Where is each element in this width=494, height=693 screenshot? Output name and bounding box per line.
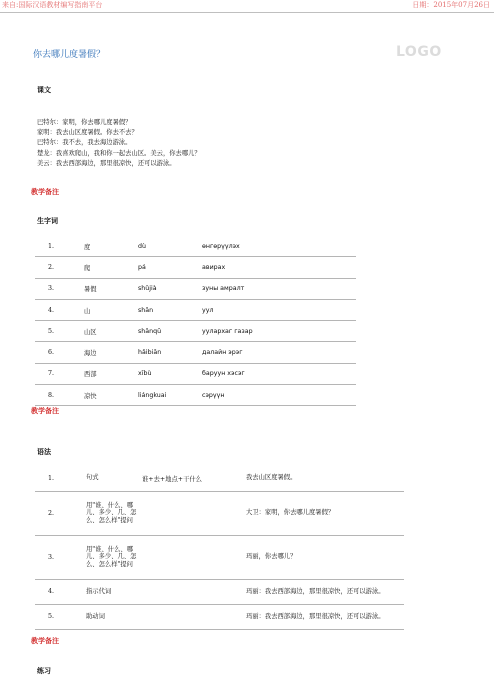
grammar-point: 用"谁、什么、哪儿、多少、几、怎么、怎么样"提问 [86, 535, 142, 579]
vocab-word: 暑假 [84, 278, 138, 299]
vocab-word: 山 [84, 299, 138, 320]
grammar-point: 助动词 [86, 604, 142, 629]
vocab-number: 7. [35, 363, 84, 384]
dialogue-line: 巴特尔：家明，你去哪儿度暑假？ [37, 119, 132, 126]
grammar-table [35, 466, 404, 630]
dialogue-line: 楚龙：我喜欢爬山，我和你一起去山区。美云，你去哪儿？ [37, 149, 201, 157]
lesson-title: 你去哪儿度暑假？ [33, 50, 106, 60]
vocab-word: 海边 [84, 342, 138, 363]
teaching-note: 教学备注 [31, 406, 59, 415]
table-row [35, 466, 404, 491]
vocab-word: 凉快 [84, 385, 138, 406]
vocab-number: 4. [35, 299, 84, 320]
table-row [35, 363, 356, 384]
vocab-number: 5. [35, 321, 84, 342]
vocab-meaning: уулархаг газар [202, 321, 356, 342]
vocab-word: 度 [84, 236, 138, 257]
table-row [35, 257, 356, 278]
grammar-example: 我去山区度暑假。 [246, 466, 404, 491]
grammar-pattern [142, 535, 246, 579]
dialogue [37, 118, 201, 169]
grammar-pattern [142, 604, 246, 629]
grammar-number: 4. [35, 579, 86, 604]
vocab-pinyin: shǔjià [138, 278, 202, 299]
grammar-number: 5. [35, 604, 86, 629]
grammar-example: 玛丽，你去哪儿？ [246, 535, 404, 579]
grammar-number: 2. [35, 491, 86, 535]
teaching-note: 教学备注 [31, 636, 59, 645]
date-label: 日期：2015年07月26日 [412, 1, 490, 9]
vocab-pinyin: liángkuai [138, 385, 202, 406]
table-row [35, 579, 404, 604]
vocab-number: 6. [35, 342, 84, 363]
table-row [35, 278, 356, 299]
vocab-number: 8. [35, 385, 84, 406]
source-label: 来自:国际汉语教材编写指南平台 [2, 1, 103, 9]
vocab-pinyin: shān [138, 299, 202, 320]
table-row [35, 321, 356, 342]
vocab-number: 3. [35, 278, 84, 299]
section-grammar-heading: 语法 [37, 447, 51, 456]
vocab-pinyin: xībù [138, 363, 202, 384]
dialogue-line: 家明：我去山区度暑假。你去不去？ [37, 129, 138, 137]
grammar-number: 1. [35, 466, 86, 491]
vocab-meaning: далайн эрэг [202, 342, 356, 363]
vocab-pinyin: hǎibiān [138, 342, 202, 363]
table-row [35, 385, 356, 406]
vocab-meaning: авирах [202, 257, 356, 278]
vocab-pinyin: dù [138, 236, 202, 257]
vocab-number: 2. [35, 257, 84, 278]
section-vocab-heading: 生字词 [37, 216, 58, 225]
grammar-pattern [142, 491, 246, 535]
vocab-pinyin: pá [138, 257, 202, 278]
grammar-point: 句式 [86, 466, 142, 491]
table-row [35, 491, 404, 535]
vocab-word: 西部 [84, 363, 138, 384]
grammar-number: 3. [35, 535, 86, 579]
vocab-meaning: баруун хэсэг [202, 363, 356, 384]
grammar-pattern: 谁+去+地点+干什么 [142, 466, 246, 491]
logo: LOGO [396, 44, 442, 60]
vocab-number: 1. [35, 236, 84, 257]
vocab-meaning: уул [202, 299, 356, 320]
vocab-meaning: зуны амралт [202, 278, 356, 299]
grammar-example: 玛丽：我去西部海边，那里很凉快，还可以游泳。 [246, 579, 404, 604]
grammar-example: 玛丽：我去西部海边，那里很凉快，还可以游泳。 [246, 604, 404, 629]
table-row [35, 604, 404, 629]
vocab-word: 山区 [84, 321, 138, 342]
vocab-table [35, 236, 356, 406]
grammar-point: 用"谁、什么、哪儿、多少、几、怎么、怎么样"提问 [86, 491, 142, 535]
teaching-note: 教学备注 [31, 187, 59, 196]
vocab-meaning: сэрүүн [202, 385, 356, 406]
page-header [0, 0, 494, 13]
vocab-pinyin: shānqū [138, 321, 202, 342]
section-practice-heading: 练习 [37, 666, 51, 675]
table-row [35, 236, 356, 257]
vocab-word: 爬 [84, 257, 138, 278]
table-row [35, 299, 356, 320]
grammar-pattern [142, 579, 246, 604]
table-row [35, 342, 356, 363]
vocab-meaning: өнгөрүүлэх [202, 236, 356, 257]
table-row [35, 535, 404, 579]
grammar-point: 指示代词 [86, 579, 142, 604]
dialogue-line: 美云：我去西部海边，那里很凉快，还可以游泳。 [37, 159, 176, 167]
grammar-example: 大卫：家明，你去哪儿度暑假？ [246, 491, 404, 535]
section-text-heading: 课文 [37, 85, 51, 94]
dialogue-line: 巴特尔：我不去，我去海边游泳。 [37, 139, 132, 147]
